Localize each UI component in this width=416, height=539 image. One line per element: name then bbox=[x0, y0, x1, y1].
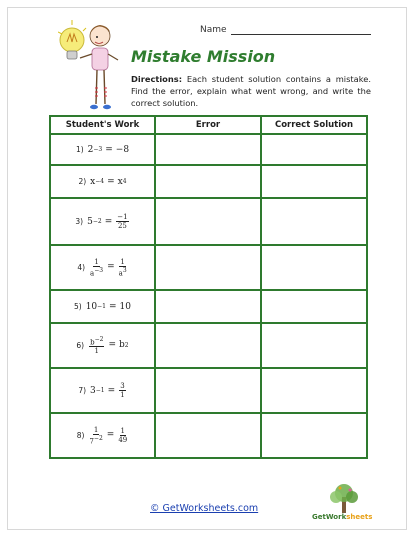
rhs-numerator: −1 bbox=[117, 213, 128, 221]
equals-sign: = bbox=[108, 340, 116, 351]
table-row bbox=[50, 323, 367, 368]
rhs-fraction bbox=[119, 382, 125, 399]
rhs-denominator-base: 1 bbox=[120, 391, 125, 399]
header-students-work: Student's Work bbox=[50, 116, 155, 134]
correct-solution-answer-cell[interactable] bbox=[261, 198, 367, 245]
lhs-numerator-base: b bbox=[90, 338, 95, 347]
rhs-denominator-base: 49 bbox=[118, 435, 128, 444]
problem-expression bbox=[51, 213, 154, 230]
rhs-denominator-exponent: 3 bbox=[122, 266, 127, 274]
table-header-row bbox=[50, 116, 367, 134]
lhs-denominator bbox=[89, 435, 102, 445]
lhs-denominator-exponent: −3 bbox=[94, 266, 104, 274]
lhs-base: x bbox=[90, 176, 96, 187]
equals-sign: = bbox=[107, 385, 116, 396]
directions-label: Directions: bbox=[131, 74, 183, 84]
lhs-exponent: −2 bbox=[92, 218, 102, 225]
rhs-denominator bbox=[118, 436, 127, 444]
lhs-fraction bbox=[89, 336, 104, 355]
logo-text-a: GetWork bbox=[312, 513, 347, 521]
table-row bbox=[50, 165, 367, 198]
table-row bbox=[50, 198, 367, 245]
rhs-numerator: 1 bbox=[120, 426, 126, 435]
directions bbox=[131, 73, 371, 109]
problem-number: 2) bbox=[78, 177, 87, 186]
error-answer-cell[interactable] bbox=[155, 368, 261, 413]
rhs-base: 10 bbox=[119, 301, 131, 312]
girl-figure bbox=[80, 25, 118, 109]
rhs-exponent: 4 bbox=[122, 178, 127, 185]
equals-sign: = bbox=[104, 216, 113, 227]
rhs-fraction bbox=[118, 427, 127, 444]
problem-number: 6) bbox=[76, 340, 85, 350]
students-work-cell bbox=[50, 323, 155, 368]
lhs-numerator-exponent: −2 bbox=[94, 335, 104, 343]
lhs-fraction bbox=[89, 426, 102, 445]
problem-expression bbox=[51, 336, 154, 355]
students-work-cell bbox=[50, 245, 155, 290]
students-work-cell bbox=[50, 290, 155, 323]
lhs-denominator bbox=[90, 267, 103, 277]
problem-number: 4) bbox=[77, 262, 86, 272]
error-answer-cell[interactable] bbox=[155, 245, 261, 290]
correct-solution-answer-cell[interactable] bbox=[261, 290, 367, 323]
lhs-numerator-base: 1 bbox=[93, 425, 99, 434]
name-label: Name bbox=[200, 25, 227, 35]
table-row bbox=[50, 290, 367, 323]
lhs-exponent: −3 bbox=[93, 146, 103, 153]
table-row bbox=[50, 245, 367, 290]
header-error: Error bbox=[155, 116, 261, 134]
equals-sign: = bbox=[105, 144, 113, 155]
error-answer-cell[interactable] bbox=[155, 413, 261, 458]
page-title: Mistake Mission bbox=[131, 47, 276, 66]
students-work-cell bbox=[50, 368, 155, 413]
correct-solution-answer-cell[interactable] bbox=[261, 413, 367, 458]
lightbulb-icon bbox=[58, 20, 86, 59]
equals-sign: = bbox=[107, 262, 115, 273]
lhs-base: 5 bbox=[87, 216, 93, 227]
lhs-denominator bbox=[95, 347, 99, 355]
problem-expression bbox=[51, 302, 154, 312]
lhs-denominator-base: 1 bbox=[94, 347, 100, 356]
problem-number: 3) bbox=[75, 217, 84, 226]
correct-solution-answer-cell[interactable] bbox=[261, 323, 367, 368]
problem-number: 7) bbox=[78, 386, 87, 395]
problem-expression bbox=[51, 382, 154, 399]
lhs-denominator-base: a bbox=[90, 269, 95, 278]
lhs-numerator bbox=[93, 426, 99, 435]
lhs-numerator bbox=[89, 336, 104, 347]
logo-text-b: sheets bbox=[346, 513, 373, 521]
rhs-denominator bbox=[119, 267, 127, 277]
error-answer-cell[interactable] bbox=[155, 290, 261, 323]
error-answer-cell[interactable] bbox=[155, 134, 261, 165]
rhs-numerator: 3 bbox=[120, 382, 125, 390]
students-work-cell bbox=[50, 413, 155, 458]
lhs-numerator bbox=[93, 258, 99, 267]
worksheet-table bbox=[49, 115, 368, 459]
correct-solution-answer-cell[interactable] bbox=[261, 368, 367, 413]
lhs-numerator-base: 1 bbox=[94, 257, 99, 266]
lhs-exponent: −4 bbox=[95, 178, 105, 185]
lhs-base: 3 bbox=[90, 385, 96, 396]
name-row bbox=[200, 25, 371, 35]
rhs-fraction bbox=[119, 258, 127, 277]
girl-lightbulb-illustration bbox=[58, 18, 128, 114]
students-work-cell bbox=[50, 198, 155, 245]
problem-expression bbox=[51, 426, 154, 445]
header-correct-solution: Correct Solution bbox=[261, 116, 367, 134]
correct-solution-answer-cell[interactable] bbox=[261, 245, 367, 290]
problem-number: 1) bbox=[75, 145, 84, 154]
lhs-fraction bbox=[90, 258, 103, 277]
table-row bbox=[50, 368, 367, 413]
lhs-denominator-exponent: −2 bbox=[93, 434, 103, 442]
rhs-denominator-base: a bbox=[118, 269, 123, 278]
problem-number: 5) bbox=[73, 302, 82, 311]
problem-expression bbox=[51, 258, 154, 277]
rhs-fraction bbox=[116, 213, 128, 230]
rhs-denominator bbox=[118, 222, 127, 230]
rhs-base: x bbox=[117, 176, 123, 187]
error-answer-cell[interactable] bbox=[155, 323, 261, 368]
equals-sign: = bbox=[109, 301, 117, 312]
lhs-denominator-base: 7 bbox=[89, 437, 94, 446]
problem-expression bbox=[51, 177, 154, 187]
rhs-base: b bbox=[119, 340, 125, 351]
rhs-denominator-base: 25 bbox=[117, 222, 127, 230]
lhs-base: 2 bbox=[87, 144, 94, 155]
directions-text: Each student solution contains a mistake. Find the error, explain what went wrong, and write the correct solution. bbox=[131, 74, 371, 108]
equals-sign: = bbox=[107, 176, 115, 187]
correct-solution-answer-cell[interactable] bbox=[261, 134, 367, 165]
rhs-numerator: 1 bbox=[120, 257, 125, 266]
logo-text bbox=[312, 513, 382, 521]
rhs-denominator bbox=[120, 391, 124, 399]
rhs-exponent: 2 bbox=[124, 341, 129, 349]
lhs-base: 10 bbox=[85, 301, 98, 312]
problem-number: 8) bbox=[76, 430, 85, 440]
table-row bbox=[50, 134, 367, 165]
correct-solution-answer-cell[interactable] bbox=[261, 165, 367, 198]
lhs-exponent: −1 bbox=[95, 387, 105, 394]
footer-copyright-link[interactable]: © GetWorksheets.com bbox=[150, 503, 259, 514]
students-work-cell bbox=[50, 165, 155, 198]
equals-sign: = bbox=[106, 430, 115, 441]
students-work-cell bbox=[50, 134, 155, 165]
error-answer-cell[interactable] bbox=[155, 165, 261, 198]
problem-expression bbox=[51, 145, 154, 155]
lhs-exponent: −1 bbox=[97, 303, 106, 310]
name-input-line[interactable] bbox=[231, 25, 371, 35]
rhs-base: −8 bbox=[115, 144, 130, 155]
error-answer-cell[interactable] bbox=[155, 198, 261, 245]
table-row bbox=[50, 413, 367, 458]
